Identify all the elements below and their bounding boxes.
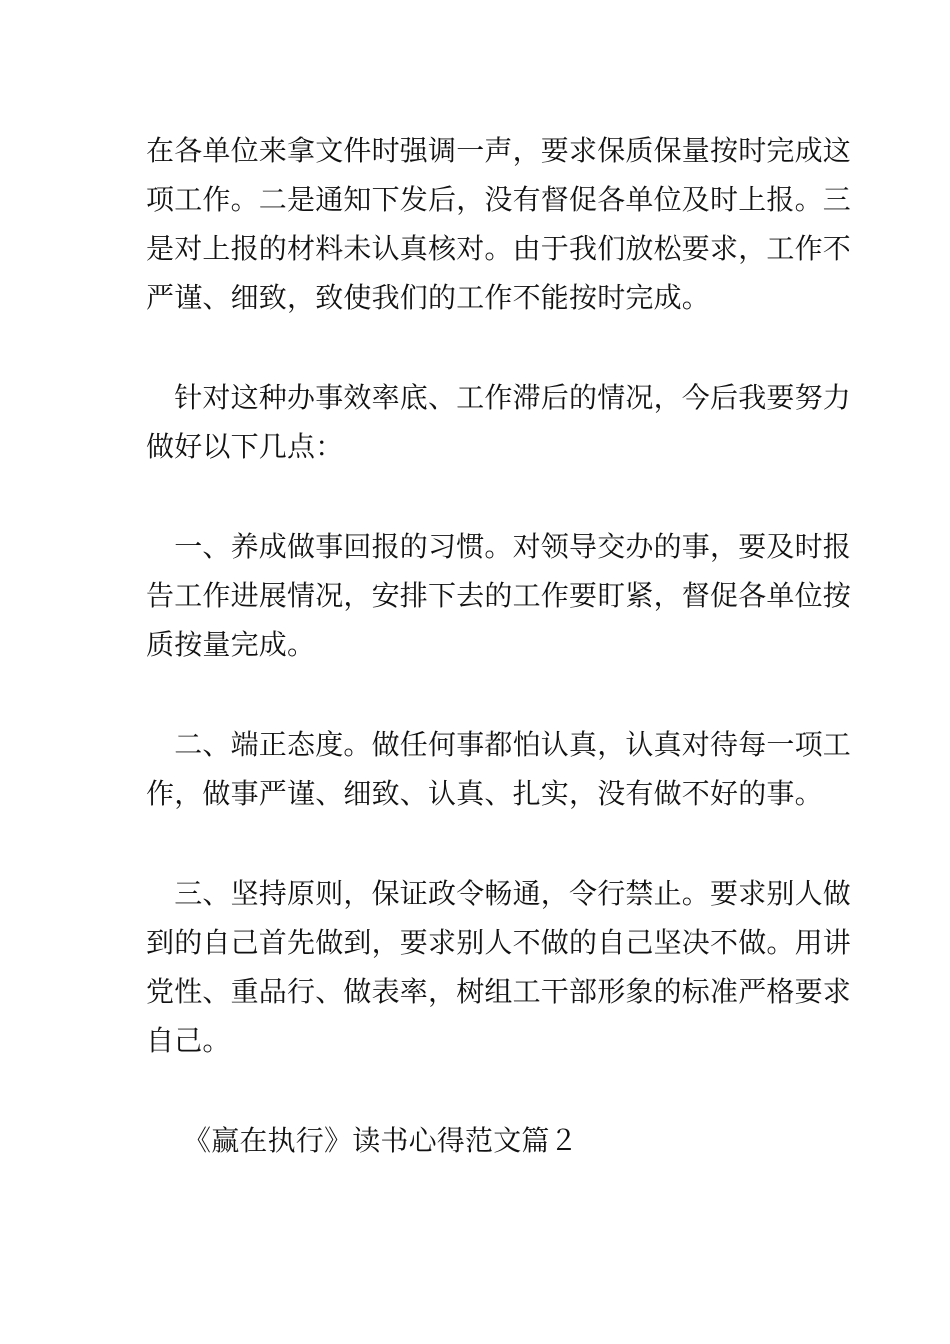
paragraph-1-line-2: 项工作。二是通知下发后，没有督促各单位及时上报。三 [146,183,852,216]
paragraph-2-line-1: 针对这种办事效率底、工作滞后的情况，今后我要努力 [146,381,852,414]
paragraph-5-line-1: 三、坚持原则，保证政令畅通，令行禁止。要求别人做 [146,877,852,910]
paragraph-1-line-4: 严谨、细致，致使我们的工作不能按时完成。 [146,281,711,314]
paragraph-5-line-4: 自己。 [146,1024,231,1057]
paragraph-1-line-1: 在各单位来拿文件时强调一声，要求保质保量按时完成这 [146,134,852,167]
paragraph-3-line-2: 告工作进展情况，安排下去的工作要盯紧，督促各单位按 [146,579,852,612]
paragraph-3-line-3: 质按量完成。 [146,628,316,661]
paragraph-5-line-2: 到的自己首先做到，要求别人不做的自己坚决不做。用讲 [146,926,852,959]
paragraph-4-line-2: 作，做事严谨、细致、认真、扎实，没有做不好的事。 [146,777,823,810]
paragraph-5-line-3: 党性、重品行、做表率，树组工干部形象的标准严格要求 [146,975,852,1008]
paragraph-3-line-1: 一、养成做事回报的习惯。对领导交办的事，要及时报 [146,530,852,563]
section-heading: 《赢在执行》读书心得范文篇２ [183,1124,578,1157]
paragraph-1-line-3: 是对上报的材料未认真核对。由于我们放松要求，工作不 [146,232,852,265]
paragraph-2-line-2: 做好以下几点： [146,430,344,463]
paragraph-4-line-1: 二、端正态度。做任何事都怕认真，认真对待每一项工 [146,728,852,761]
